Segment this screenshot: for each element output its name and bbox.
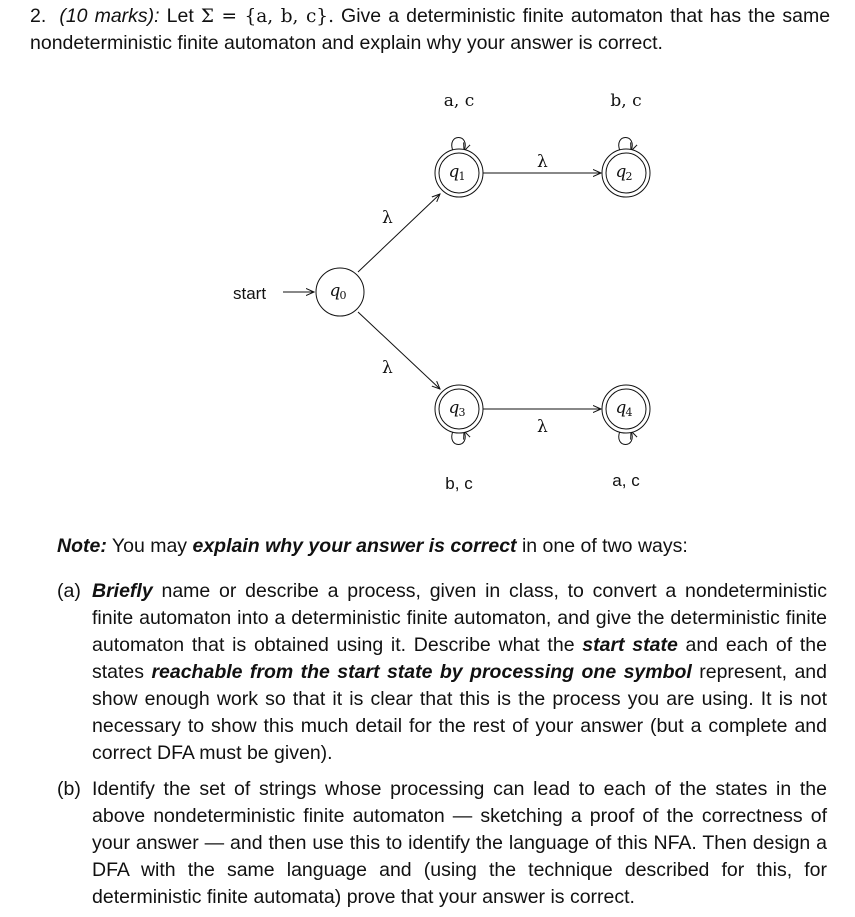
- edge-q0-q3: [358, 312, 440, 389]
- edge-q0-q1: [358, 194, 440, 272]
- state-q4-subscript: 4: [625, 406, 633, 419]
- list-item-a: [57, 578, 827, 767]
- note-text-1: You may: [106, 535, 193, 557]
- item-b-label: (b): [57, 778, 81, 800]
- start-label: start: [233, 284, 267, 303]
- item-a-label: (a): [57, 580, 81, 602]
- state-q2-subscript: 2: [625, 170, 633, 183]
- loop-q4-label: a, c: [612, 471, 640, 490]
- note-emphasis: explain why your answer is correct: [192, 535, 517, 557]
- state-q4-symbol: q: [615, 398, 627, 418]
- edge-q0-q3-label: λ: [382, 358, 393, 378]
- edge-q0-q1-label: λ: [382, 208, 393, 228]
- note-paragraph: [57, 533, 837, 560]
- state-q2: [602, 149, 650, 197]
- state-q0-symbol: q: [329, 281, 341, 301]
- item-a-emphasis-1: Briefly: [92, 580, 153, 602]
- state-q1-symbol: q: [448, 162, 460, 182]
- state-q1-subscript: 1: [458, 170, 466, 183]
- loop-q2-label: b, c: [610, 91, 642, 111]
- state-q3-subscript: 3: [458, 406, 466, 419]
- alphabet-definition: Σ = {a, b, c}.: [200, 6, 334, 27]
- state-q0-subscript: 0: [339, 289, 347, 302]
- state-q2-symbol: q: [615, 162, 627, 182]
- loop-q1-label: a, c: [443, 91, 475, 111]
- item-a-text-3: represent, and show enough work so that it is clear that this is the process you are using. It is not necessary to show this much detail for the rest of your answer (but a complete and correct DFA must be given).: [92, 661, 827, 764]
- item-a-text-2: and each of the states: [92, 634, 827, 683]
- state-q4: [602, 385, 650, 433]
- item-a-text-1: name or describe a process, given in class, to convert a nondeterministic finite automaton into a deterministic finite automaton, and give the deterministic finite automaton that is obtained using it. Describe what the: [92, 580, 827, 656]
- edge-q1-q2-label: λ: [537, 152, 548, 172]
- question-marks: (10 marks):: [59, 5, 160, 27]
- loop-q3-label: b, c: [445, 474, 473, 493]
- state-q0: [316, 268, 364, 316]
- note-lead: Note:: [57, 535, 107, 557]
- item-a-body: [92, 578, 827, 767]
- question-number: 2.: [30, 5, 47, 27]
- item-a-emphasis-3: reachable from the start state by processing one symbol: [151, 661, 692, 683]
- question-let: Let: [166, 5, 194, 27]
- state-q1: [435, 149, 483, 197]
- note-text-2: in one of two ways:: [516, 535, 688, 557]
- state-q3-symbol: q: [448, 398, 460, 418]
- edge-q3-q4-label: λ: [537, 417, 548, 437]
- item-b-body: Identify the set of strings whose processing can lead to each of the states in the above nondeterministic finite automaton — sketching a proof of the correctness of your answer — and then use this to identify the language of this NFA. Then design a DFA with the same language and (using the technique described for this, for deterministic finite automata) prove that your answer is correct.: [92, 778, 827, 908]
- question-prompt: Give a deterministic finite automaton that has the same nondeterministic finite automaton and explain why your answer is correct.: [30, 5, 831, 54]
- list-item-b: [57, 776, 827, 911]
- item-a-emphasis-2: start state: [582, 634, 678, 656]
- state-q3: [435, 385, 483, 433]
